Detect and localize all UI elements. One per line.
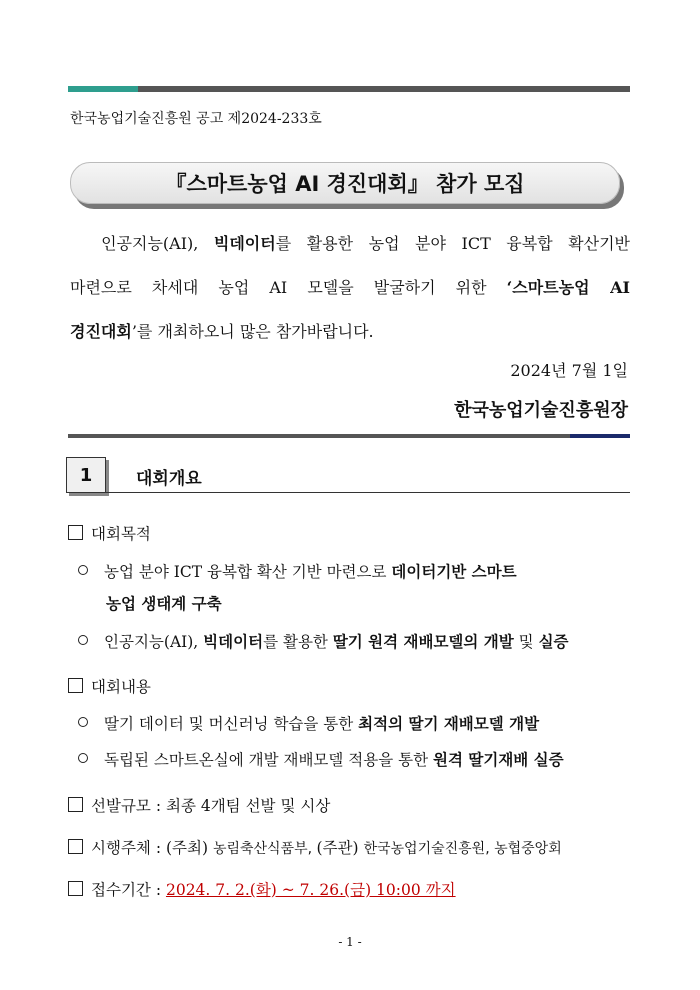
- section-underline: [106, 492, 630, 493]
- checkbox-square-icon: [68, 881, 83, 896]
- bullet-circle-icon: [78, 717, 88, 727]
- purpose-item-1-cont: [106, 592, 222, 614]
- intro-text: 인공지능(AI),: [101, 234, 214, 253]
- header-bottom-rule-accent: [570, 434, 630, 438]
- checkbox-square-icon: [68, 525, 83, 540]
- bullet-bold: 최적의 딸기 재배모델 개발: [358, 714, 540, 733]
- period-label: 접수기간 :: [91, 881, 166, 899]
- intro-text: ’를 개최하오니 많은 참가바랍니다.: [131, 322, 374, 341]
- bullet-circle-icon: [78, 565, 88, 575]
- page-title-text: 『스마트농업 AI 경진대회』 참가 모집: [165, 172, 525, 196]
- bullet-circle-icon: [78, 753, 88, 763]
- bullet-circle-icon: [78, 635, 88, 645]
- content-label: 대회내용: [91, 678, 151, 696]
- bullet-bold: 실증: [538, 632, 569, 651]
- header-rule-accent: [68, 86, 138, 92]
- bullet-bold: 딸기 원격 재배모델의 개발: [332, 632, 514, 651]
- purpose-item-2: [78, 630, 569, 652]
- intro-line-3: [70, 310, 630, 354]
- purpose-item-1: [78, 560, 517, 582]
- bullet-bold: 데이터기반 스마트: [391, 562, 517, 581]
- notice-number: 한국농업기술진흥원 공고 제2024-233호: [70, 111, 322, 127]
- purpose-heading: [68, 522, 151, 544]
- host-text: 농림축산식품부,: [212, 841, 317, 857]
- host-text: 한국농업기술진흥원, 농협중앙회: [363, 841, 562, 857]
- checkbox-square-icon: [68, 678, 83, 693]
- bullet-text: 를 활용한: [263, 633, 333, 651]
- checkbox-square-icon: [68, 797, 83, 812]
- bullet-bold: 농업 생태계 구축: [106, 594, 222, 613]
- content-item-1: [78, 712, 539, 734]
- bullet-text: 독립된 스마트온실에 개발 재배모델 적용을 통한: [104, 751, 434, 769]
- host-text: (주최): [165, 839, 213, 857]
- host-row: [68, 836, 562, 858]
- period-value: 2024. 7. 2.(화) ~ 7. 26.(금) 10:00 까지: [165, 881, 456, 899]
- intro-bold: 빅데이터: [213, 234, 276, 253]
- host-label: 시행주체 :: [91, 839, 166, 857]
- notice-date: 2024년 7월 1일: [510, 361, 628, 380]
- bullet-text: 인공지능(AI),: [104, 633, 204, 651]
- period-row: [68, 878, 456, 900]
- bullet-bold: 빅데이터: [203, 632, 264, 651]
- intro-text: 마련으로 차세대 농업 AI 모델을 발굴하기 위한: [70, 278, 507, 297]
- intro-bold: 경진대회: [70, 322, 132, 341]
- bullet-text: 농업 분야 ICT 융복합 확산 기반 마련으로: [104, 563, 392, 581]
- section-number: 1: [66, 457, 106, 493]
- scale-label: 선발규모 : 최종 4개팀 선발 및 시상: [91, 797, 331, 815]
- bullet-text: 및: [513, 633, 539, 651]
- purpose-label: 대회목적: [91, 525, 151, 543]
- intro-paragraph: [70, 222, 630, 354]
- intro-bold: ‘스마트농업 AI: [506, 278, 630, 297]
- intro-line-2: [70, 266, 630, 310]
- section-title: 대회개요: [136, 469, 202, 489]
- intro-text: 를 활용한 농업 분야 ICT 융복합 확산기반: [275, 234, 631, 253]
- content-item-2: [78, 748, 564, 770]
- issuing-organization: 한국농업기술진흥원장: [454, 400, 628, 421]
- page-number: - 1 -: [338, 935, 362, 949]
- host-text: (주관): [316, 839, 364, 857]
- checkbox-square-icon: [68, 839, 83, 854]
- page-title: [70, 162, 620, 204]
- header-bottom-rule: [68, 434, 630, 438]
- scale-row: [68, 794, 330, 816]
- intro-line-1: [70, 222, 630, 266]
- bullet-text: 딸기 데이터 및 머신러닝 학습을 통한: [104, 715, 359, 733]
- bullet-bold: 원격 딸기재배 실증: [433, 750, 564, 769]
- content-heading: [68, 675, 151, 697]
- header-rule: [68, 86, 630, 92]
